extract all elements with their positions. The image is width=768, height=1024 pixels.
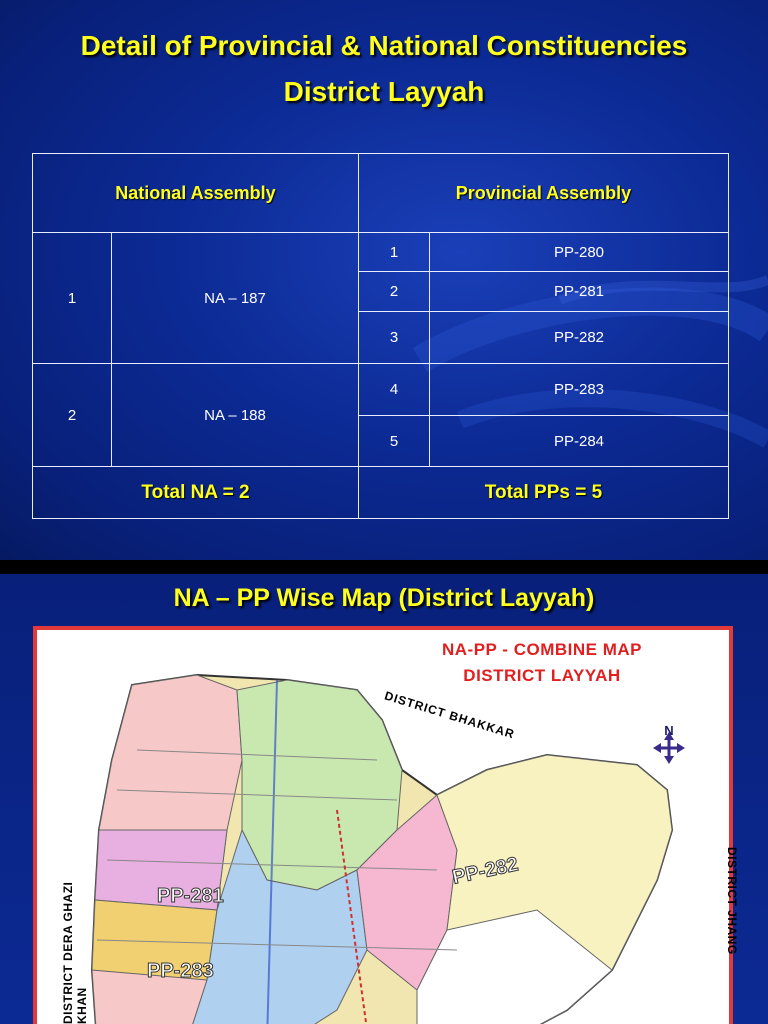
map-title-line2: DISTRICT LAYYAH bbox=[463, 666, 621, 685]
pp-number: 4 bbox=[359, 364, 430, 416]
pp-name: PP-282 bbox=[430, 312, 729, 364]
label-district-bhakkar: DISTRICT BHAKKAR bbox=[382, 688, 517, 742]
header-national-assembly: National Assembly bbox=[33, 154, 359, 233]
na-name: NA – 188 bbox=[112, 364, 359, 467]
map-title-line1: NA-PP - COMBINE MAP bbox=[442, 640, 642, 659]
na-number: 1 bbox=[33, 233, 112, 364]
slide-title-line1: Detail of Provincial & National Constituencies bbox=[80, 30, 688, 61]
pp-name: PP-280 bbox=[430, 233, 729, 272]
pp-name: PP-284 bbox=[430, 416, 729, 467]
district-map bbox=[33, 626, 739, 1024]
slide-title-line2: District Layyah bbox=[283, 76, 485, 107]
pp-number: 2 bbox=[359, 272, 430, 312]
map-label-pp-283: PP-283 bbox=[147, 960, 214, 982]
pp-name: PP-281 bbox=[430, 272, 729, 312]
na-name: NA – 187 bbox=[112, 233, 359, 364]
map-illustration bbox=[37, 630, 729, 1024]
slide-map bbox=[0, 574, 768, 1024]
header-provincial-assembly: Provincial Assembly bbox=[359, 154, 729, 233]
label-district-jhang: DISTRICT JHANG bbox=[725, 847, 739, 955]
pp-number: 5 bbox=[359, 416, 430, 467]
pp-number: 3 bbox=[359, 312, 430, 364]
total-pp: Total PPs = 5 bbox=[359, 467, 729, 519]
map-label-pp-281: PP-281 bbox=[157, 885, 224, 907]
map-label-pp-282: PP-282 bbox=[450, 853, 521, 889]
label-north: N bbox=[664, 723, 674, 738]
pp-number: 1 bbox=[359, 233, 430, 272]
constituency-table bbox=[32, 153, 729, 519]
slide-separator bbox=[0, 560, 768, 574]
total-na: Total NA = 2 bbox=[33, 467, 359, 519]
label-district-dera-ghazi-khan: DISTRICT DERA GHAZI KHAN bbox=[61, 881, 89, 1024]
na-number: 2 bbox=[33, 364, 112, 467]
pp-name: PP-283 bbox=[430, 364, 729, 416]
map-slide-title: NA – PP Wise Map (District Layyah) bbox=[173, 584, 595, 612]
